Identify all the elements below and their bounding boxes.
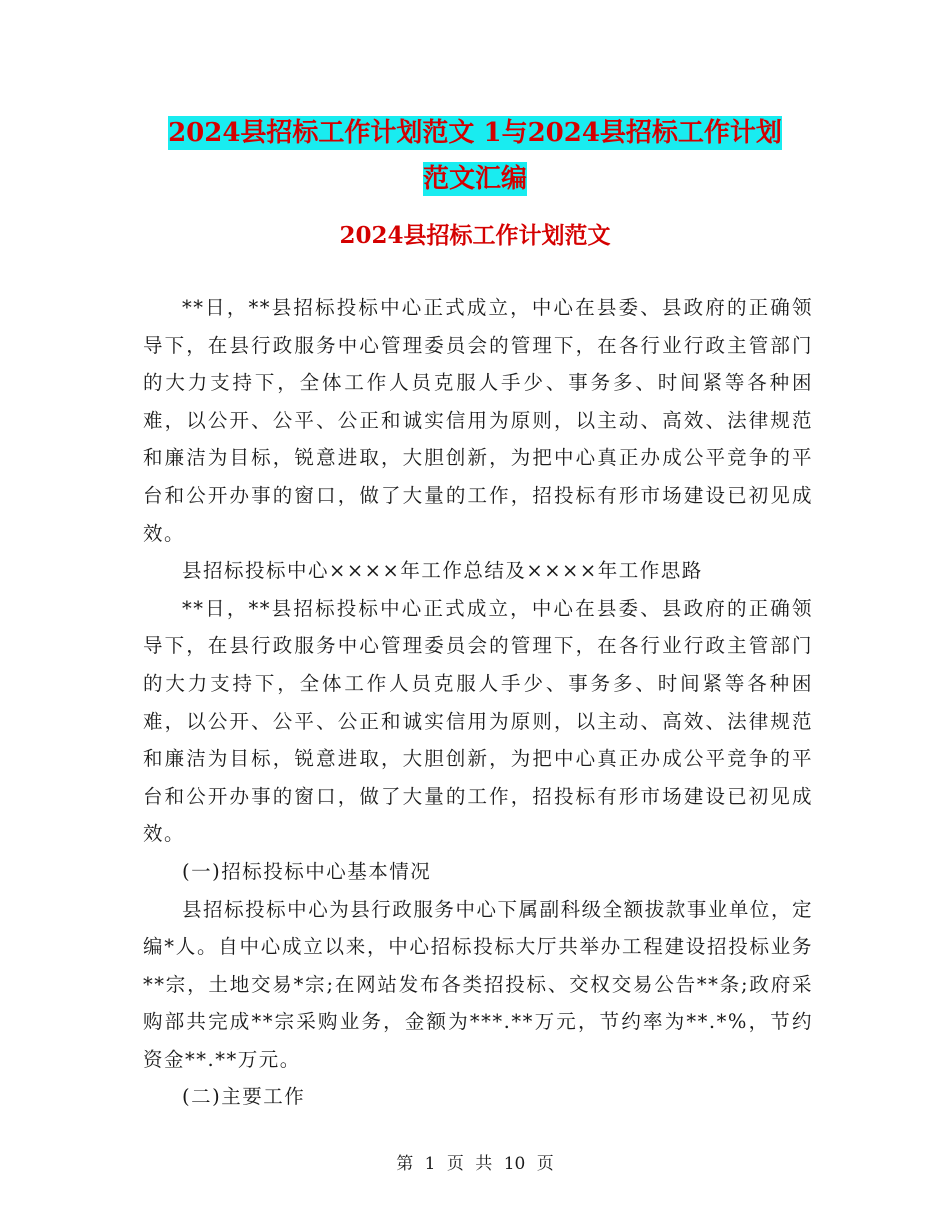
document-title	[150, 110, 800, 202]
paragraph-heading-main-work: (二)主要工作	[182, 1085, 306, 1109]
paragraph-basic-info: 县招标投标中心为县行政服务中心下属副科级全额拔款事业单位，定编*人。自中心成立以来，中心招标投标大厅共举办工程建设招投标业务**宗，土地交易*宗;在网站发布各类招投标、交权交易公告**条;政府采购部共完成**宗采购业务，金额为***.**万元，节约率为**.*%，节约资金**.**万元。	[143, 897, 813, 1071]
paragraph-heading-summary: 县招标投标中心××××年工作总结及××××年工作思路	[182, 559, 703, 583]
title-line-2: 范文汇编	[422, 164, 527, 194]
section-title: 2024县招标工作计划范文	[339, 222, 611, 249]
paragraph-intro-repeat: **日，**县招标投标中心正式成立，中心在县委、县政府的正确领导下，在县行政服务中心管理委员会的管理下，在各行业行政主管部门的大力支持下，全体工作人员克服人手少、事务多、时间紧等各种困难，以公开、公平、公正和诚实信用为原则，以主动、高效、法律规范和廉洁为目标，锐意进取，大胆创新，为把中心真正办成公平竞争的平台和公开办事的窗口，做了大量的工作，招投标有形市场建设已初见成效。	[143, 596, 813, 846]
paragraph-intro: **日，**县招标投标中心正式成立，中心在县委、县政府的正确领导下，在县行政服务中心管理委员会的管理下，在各行业行政主管部门的大力支持下，全体工作人员克服人手少、事务多、时间紧等各种困难，以公开、公平、公正和诚实信用为原则，以主动、高效、法律规范和廉洁为目标，锐意进取，大胆创新，为把中心真正办成公平竞争的平台和公开办事的窗口，做了大量的工作，招投标有形市场建设已初见成效。	[143, 296, 813, 545]
title-line-1: 2024县招标工作计划范文 1与2024县招标工作计划	[168, 118, 782, 148]
paragraph-heading-basic: (一)招标投标中心基本情况	[182, 859, 432, 883]
document-body	[143, 289, 813, 1116]
page-footer: 第 1 页 共 10 页	[396, 1154, 554, 1174]
